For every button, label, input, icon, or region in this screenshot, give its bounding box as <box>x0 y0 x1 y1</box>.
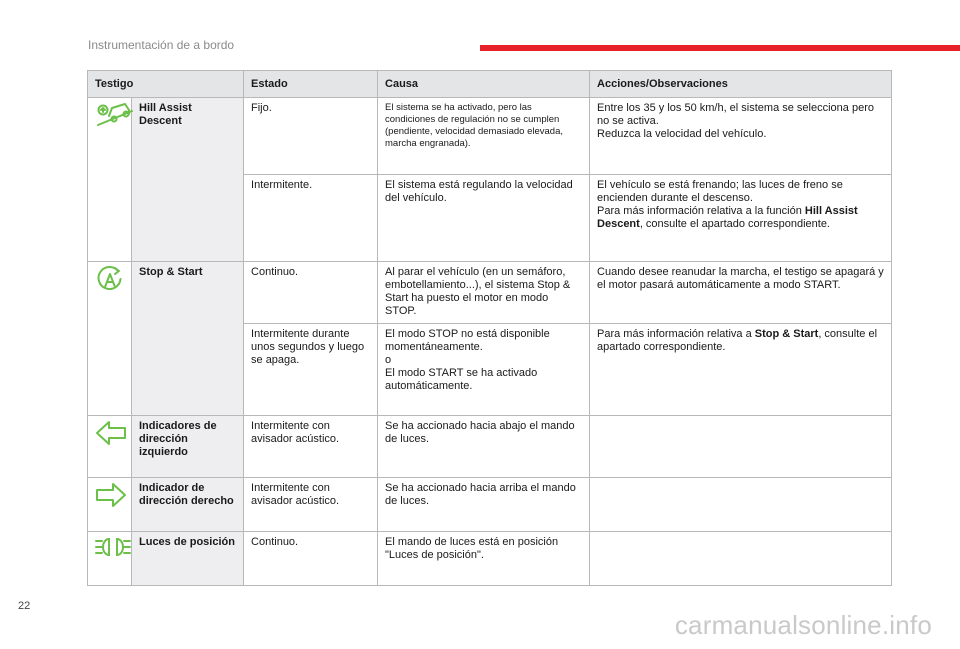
icon-cell <box>88 416 132 478</box>
causa-cell: El mando de luces está en posición "Luces de posición". <box>378 532 590 586</box>
table-row <box>88 98 892 175</box>
acciones-cell: Entre los 35 y los 50 km/h, el sistema se selecciona pero no se activa. Reduzca la velocidad del vehículo. <box>590 98 892 175</box>
estado-cell: Intermitente con avisador acústico. <box>244 416 378 478</box>
icon-cell <box>88 98 132 262</box>
header-testigo: Testigo <box>88 71 244 98</box>
icon-cell <box>88 532 132 586</box>
estado-cell: Continuo. <box>244 262 378 324</box>
acciones-text: El vehículo se está frenando; las luces de freno se encienden durante el descenso. Para más información relativa a la función <box>597 179 843 217</box>
indicator-name: Luces de posición <box>132 532 244 586</box>
accent-rule <box>480 45 960 51</box>
position-lights-icon <box>95 536 131 558</box>
header-causa: Causa <box>378 71 590 98</box>
watermark: carmanualsonline.info <box>674 610 932 640</box>
causa-cell: El modo STOP no está disponible momentáneamente. o El modo START se ha activado automáticamente. <box>378 324 590 416</box>
acciones-text: , consulte el apartado correspondiente. <box>597 328 878 353</box>
estado-cell: Intermitente durante unos segundos y luego se apaga. <box>244 324 378 416</box>
table-row <box>88 532 892 586</box>
causa-cell: Se ha accionado hacia arriba el mando de luces. <box>378 478 590 532</box>
indicator-name: Indicador de dirección derecho <box>132 478 244 532</box>
estado-cell: Fijo. <box>244 98 378 175</box>
warning-lights-table <box>87 70 892 586</box>
indicator-name: Hill Assist Descent <box>132 98 244 262</box>
table-row <box>88 416 892 478</box>
acciones-text: , consulte el apartado correspondiente. <box>639 218 830 230</box>
header-acciones: Acciones/Observaciones <box>590 71 892 98</box>
acciones-bold: Hill Assist Descent <box>597 205 858 230</box>
acciones-text: Para más información relativa a <box>597 328 755 340</box>
acciones-cell: Cuando desee reanudar la marcha, el testigo se apagará y el motor pasará automáticamente a modo START. <box>590 262 892 324</box>
estado-cell: Intermitente con avisador acústico. <box>244 478 378 532</box>
acciones-cell <box>590 416 892 478</box>
stop-start-a-icon <box>95 266 125 294</box>
indicator-name: Stop & Start <box>132 262 244 416</box>
right-arrow-icon <box>95 482 127 508</box>
hill-descent-car-icon <box>95 102 135 128</box>
table-header-row <box>88 71 892 98</box>
acciones-cell <box>590 324 892 416</box>
table-row <box>88 262 892 324</box>
causa-cell: El sistema se ha activado, pero las condiciones de regulación no se cumplen (pendiente, velocidad demasiado elevada, marcha engranada). <box>378 98 590 175</box>
causa-cell: El sistema está regulando la velocidad del vehículo. <box>378 175 590 262</box>
acciones-cell <box>590 532 892 586</box>
acciones-bold: Stop & Start <box>754 328 819 340</box>
header-estado: Estado <box>244 71 378 98</box>
acciones-cell <box>590 175 892 262</box>
causa-cell: Al parar el vehículo (en un semáforo, embotellamiento...), el sistema Stop & Start ha puesto el motor en modo STOP. <box>378 262 590 324</box>
section-title: Instrumentación de a bordo <box>88 38 235 52</box>
estado-cell: Continuo. <box>244 532 378 586</box>
estado-cell: Intermitente. <box>244 175 378 262</box>
indicator-name: Indicadores de dirección izquierdo <box>132 416 244 478</box>
icon-cell <box>88 478 132 532</box>
page-number: 22 <box>18 600 31 612</box>
acciones-cell <box>590 478 892 532</box>
left-arrow-icon <box>95 420 127 446</box>
icon-cell <box>88 262 132 416</box>
table-row <box>88 478 892 532</box>
causa-cell: Se ha accionado hacia abajo el mando de luces. <box>378 416 590 478</box>
